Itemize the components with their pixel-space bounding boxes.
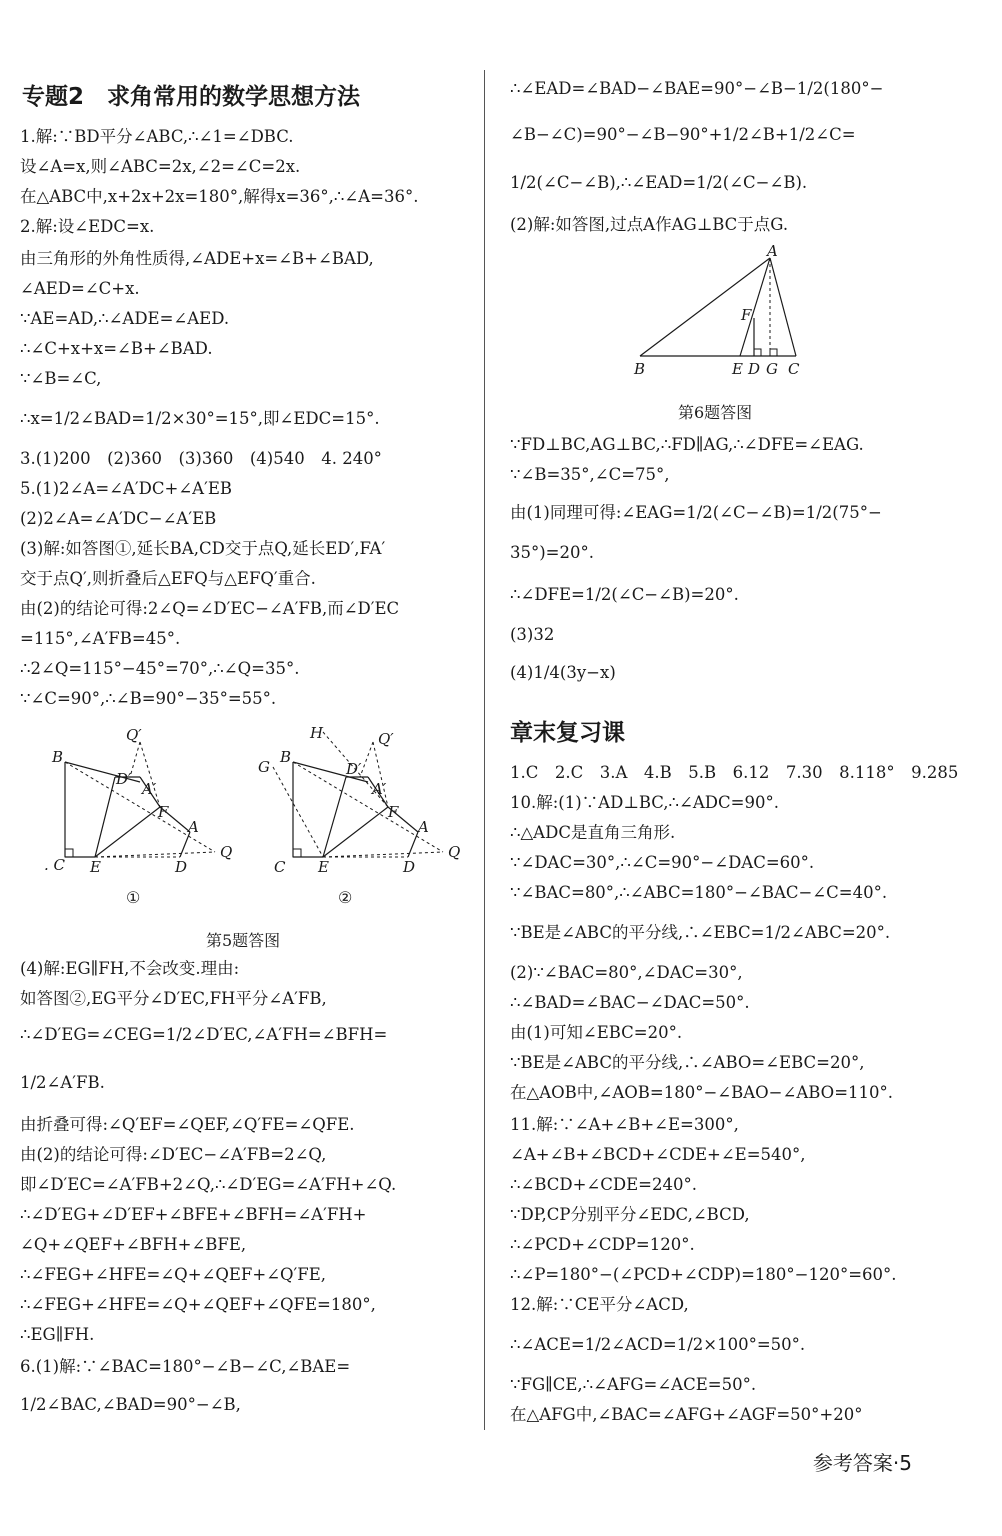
text-line: ∴∠BAD=∠BAC−∠DAC=50°. xyxy=(510,993,750,1012)
section-title: 专题2 求角常用的数学思想方法 xyxy=(22,84,361,110)
text-line: ∴∠ACE=1/2∠ACD=1/2×100°=50°. xyxy=(510,1335,806,1354)
figure-5-1 xyxy=(40,722,240,882)
text-line: ∠Q+∠QEF+∠BFH+∠BFE, xyxy=(20,1235,247,1254)
text-line: ∴∠D′EG+∠D′EF+∠BFE+∠BFH=∠A′FH+ xyxy=(20,1205,367,1224)
text-line: (2)2∠A=∠A′DC−∠A′EB xyxy=(20,509,217,528)
text-line: ∴∠FEG+∠HFE=∠Q+∠QEF+∠Q′FE, xyxy=(20,1265,327,1284)
label-g: G xyxy=(766,360,778,378)
label-c: . C xyxy=(44,856,66,874)
text-line: ∵∠B=∠C, xyxy=(20,369,102,388)
text-line: 由(1)可知∠EBC=20°. xyxy=(510,1023,683,1042)
label-f: F xyxy=(388,803,399,821)
text-line: 2.解:设∠EDC=x. xyxy=(20,217,155,236)
text-line: 1/2∠BAC,∠BAD=90°−∠B, xyxy=(20,1395,241,1414)
label-q: Q xyxy=(220,843,233,861)
text-line: 10.解:(1)∵AD⊥BC,∴∠ADC=90°. xyxy=(510,793,779,812)
text-line: 1.解:∵BD平分∠ABC,∴∠1=∠DBC. xyxy=(20,127,294,146)
text-line: ∴∠C+x+x=∠B+∠BAD. xyxy=(20,339,213,358)
figure-label-1: ① xyxy=(126,888,141,907)
text-line: 1/2∠A′FB. xyxy=(20,1073,105,1092)
text-line: ∵AE=AD,∴∠ADE=∠AED. xyxy=(20,309,230,328)
text-line: 由(1)同理可得:∠EAG=1/2(∠C−∠B)=1/2(75°− xyxy=(510,503,882,522)
text-line: ∵BE是∠ABC的平分线,∴∠EBC=1/2∠ABC=20°. xyxy=(510,923,891,942)
text-line: ∴∠D′EG=∠CEG=1/2∠D′EC,∠A′FH=∠BFH= xyxy=(20,1025,388,1044)
text-line: 1.C 2.C 3.A 4.B 5.B 6.12 7.30 8.118° 9.285 xyxy=(510,763,959,782)
text-line: (3)32 xyxy=(510,625,555,644)
text-line: 由三角形的外角性质得,∠ADE+x=∠B+∠BAD, xyxy=(20,249,374,268)
label-q-prime: Q′ xyxy=(378,730,394,748)
text-line: ∴∠PCD+∠CDP=120°. xyxy=(510,1235,695,1254)
page-footer: 参考答案·5 xyxy=(812,1451,912,1475)
label-d: D xyxy=(748,360,761,378)
text-line: (4)解:EG∥FH,不会改变.理由: xyxy=(20,959,240,978)
label-c: C xyxy=(788,360,800,378)
label-d: D xyxy=(175,858,188,876)
text-line: ∴∠EAD=∠BAD−∠BAE=90°−∠B−1/2(180°− xyxy=(510,79,884,98)
text-line: (2)解:如答图,过点A作AG⊥BC于点G. xyxy=(510,215,789,234)
label-c: C xyxy=(274,858,286,876)
text-line: (3)解:如答图①,延长BA,CD交于点Q,延长ED′,FA′ xyxy=(20,539,386,558)
text-line: ∵BE是∠ABC的平分线,∴∠ABO=∠EBC=20°, xyxy=(510,1053,865,1072)
text-line: 3.(1)200 (2)360 (3)360 (4)540 4. 240° xyxy=(20,449,382,468)
text-line: 6.(1)解:∵∠BAC=180°−∠B−∠C,∠BAE= xyxy=(20,1357,351,1376)
text-line: ∠A+∠B+∠BCD+∠CDE+∠E=540°, xyxy=(510,1145,806,1164)
label-f: F xyxy=(158,803,169,821)
label-a-prime: A′ xyxy=(142,780,157,798)
text-line: ∴∠FEG+∠HFE=∠Q+∠QEF+∠QFE=180°, xyxy=(20,1295,376,1314)
label-h: H xyxy=(310,724,324,742)
label-e: E xyxy=(90,858,101,876)
label-e: E xyxy=(318,858,329,876)
label-a: A xyxy=(188,818,199,836)
text-line: 在△AFG中,∠BAC=∠AFG+∠AGF=50°+20° xyxy=(510,1405,863,1424)
text-line: 35°)=20°. xyxy=(510,543,594,562)
label-a: A xyxy=(418,818,429,836)
figure-5-2 xyxy=(248,722,461,882)
text-line: ∴∠BCD+∠CDE=240°. xyxy=(510,1175,697,1194)
text-line: 即∠D′EC=∠A′FB+2∠Q,∴∠D′EG=∠A′FH+∠Q. xyxy=(20,1175,397,1194)
label-b: B xyxy=(52,748,64,766)
label-f: F xyxy=(741,306,752,324)
label-q-prime: Q′ xyxy=(126,726,142,744)
label-q: Q xyxy=(448,843,461,861)
text-line: =115°,∠A′FB=45°. xyxy=(20,629,181,648)
text-line: 由折叠可得:∠Q′EF=∠QEF,∠Q′FE=∠QFE. xyxy=(20,1115,355,1134)
column-divider xyxy=(484,70,485,1430)
text-line: ∵∠C=90°,∴∠B=90°−35°=55°. xyxy=(20,689,277,708)
text-line: 在△ABC中,x+2x+2x=180°,解得x=36°,∴∠A=36°. xyxy=(20,187,419,206)
text-line: ∠AED=∠C+x. xyxy=(20,279,140,298)
text-line: ∴∠DFE=1/2(∠C−∠B)=20°. xyxy=(510,585,739,604)
label-b: B xyxy=(634,360,646,378)
text-line: 11.解:∵∠A+∠B+∠E=300°, xyxy=(510,1115,739,1134)
figure-label-2: ② xyxy=(338,888,353,907)
text-line: ∵∠BAC=80°,∴∠ABC=180°−∠BAC−∠C=40°. xyxy=(510,883,888,902)
label-d-prime: D′ xyxy=(346,760,362,778)
text-line: ∵DP,CP分别平分∠EDC,∠BCD, xyxy=(510,1205,750,1224)
section-title-review: 章末复习课 xyxy=(510,720,625,746)
text-line: ∴2∠Q=115°−45°=70°,∴∠Q=35°. xyxy=(20,659,300,678)
text-line: ∵FD⊥BC,AG⊥BC,∴FD∥AG,∴∠DFE=∠EAG. xyxy=(510,435,864,454)
figure-6-caption: 第6题答图 xyxy=(678,403,753,422)
text-line: ∴EG∥FH. xyxy=(20,1325,95,1344)
text-line: 设∠A=x,则∠ABC=2x,∠2=∠C=2x. xyxy=(20,157,301,176)
text-line: (4)1/4(3y−x) xyxy=(510,663,616,682)
text-line: ∴∠P=180°−(∠PCD+∠CDP)=180°−120°=60°. xyxy=(510,1265,897,1284)
label-d: D xyxy=(403,858,416,876)
text-line: 在△AOB中,∠AOB=180°−∠BAO−∠ABO=110°. xyxy=(510,1083,894,1102)
text-line: ∵∠DAC=30°,∴∠C=90°−∠DAC=60°. xyxy=(510,853,815,872)
text-line: 12.解:∵CE平分∠ACD, xyxy=(510,1295,689,1314)
figure-6 xyxy=(630,242,830,380)
text-line: 交于点Q′,则折叠后△EFQ与△EFQ′重合. xyxy=(20,569,316,588)
label-g: G xyxy=(258,758,270,776)
label-a: A xyxy=(767,242,778,260)
text-line: ∵∠B=35°,∠C=75°, xyxy=(510,465,670,484)
text-line: ∠B−∠C)=90°−∠B−90°+1/2∠B+1/2∠C= xyxy=(510,125,856,144)
text-line: ∴x=1/2∠BAD=1/2×30°=15°,即∠EDC=15°. xyxy=(20,409,380,428)
text-line: 由(2)的结论可得:2∠Q=∠D′EC−∠A′FB,而∠D′EC xyxy=(20,599,400,618)
label-a-prime: A′ xyxy=(372,780,387,798)
figure-5-caption: 第5题答图 xyxy=(206,931,281,950)
label-d-prime: D′ xyxy=(116,770,132,788)
label-b: B xyxy=(280,748,292,766)
text-line: (2)∵∠BAC=80°,∠DAC=30°, xyxy=(510,963,743,982)
label-e: E xyxy=(732,360,743,378)
text-line: 由(2)的结论可得:∠D′EC−∠A′FB=2∠Q, xyxy=(20,1145,327,1164)
text-line: ∴△ADC是直角三角形. xyxy=(510,823,676,842)
text-line: ∵FG∥CE,∴∠AFG=∠ACE=50°. xyxy=(510,1375,757,1394)
text-line: 1/2(∠C−∠B),∴∠EAD=1/2(∠C−∠B). xyxy=(510,173,808,192)
text-line: 5.(1)2∠A=∠A′DC+∠A′EB xyxy=(20,479,233,498)
text-line: 如答图②,EG平分∠D′EC,FH平分∠A′FB, xyxy=(20,989,327,1008)
